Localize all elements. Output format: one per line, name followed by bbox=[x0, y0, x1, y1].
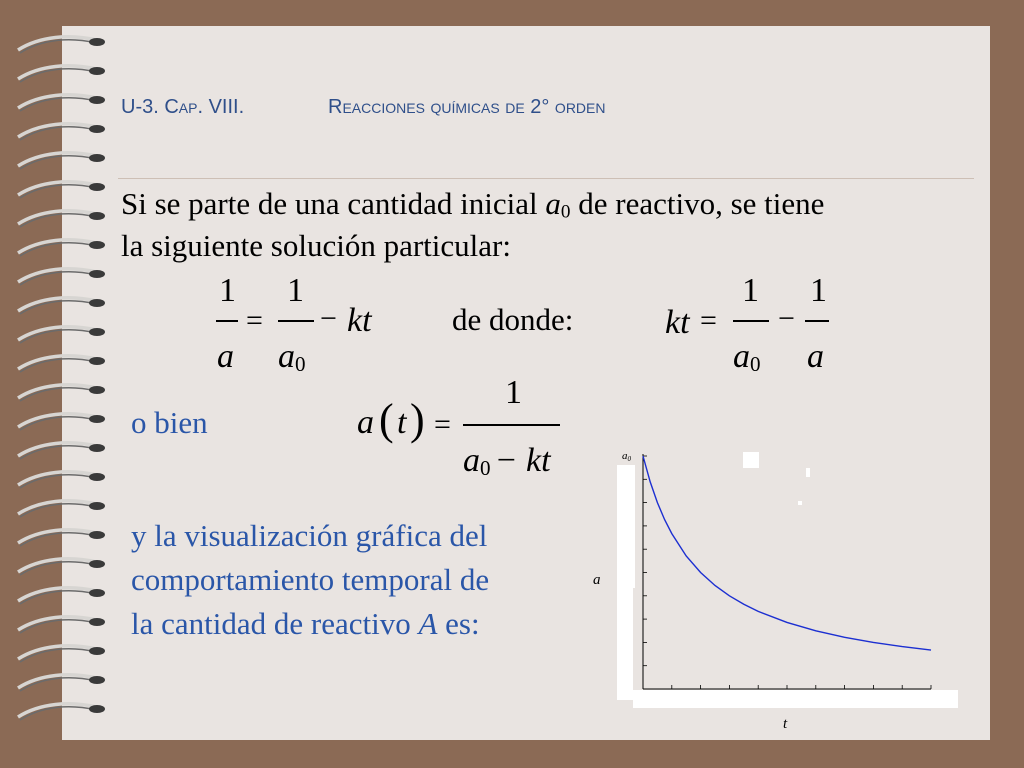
spiral-ring bbox=[18, 95, 105, 111]
visual-line-1: y la visualización gráfica del bbox=[131, 518, 488, 553]
de-donde-label: de donde: bbox=[452, 302, 574, 337]
spiral-ring bbox=[18, 443, 105, 459]
eq3-den-a: a bbox=[463, 442, 480, 479]
eq2-bar1 bbox=[733, 320, 769, 322]
chart-white-mark-2 bbox=[806, 468, 810, 477]
eq1-den2-sub: 0 bbox=[295, 351, 306, 376]
eq2-den1 bbox=[733, 340, 761, 375]
spiral-ring bbox=[18, 182, 105, 198]
decay-chart bbox=[585, 440, 965, 740]
spiral-ring bbox=[18, 472, 105, 488]
eq2-den2: a bbox=[807, 338, 824, 375]
header-chapter: U-3. Cap. VIII. bbox=[121, 96, 245, 118]
chart-white-mark-1 bbox=[743, 452, 759, 468]
eq1-kt: kt bbox=[347, 302, 372, 339]
intro-var-sub: 0 bbox=[560, 201, 571, 223]
header-title: Reacciones químicas de 2° orden bbox=[328, 96, 606, 118]
eq2-equals: = bbox=[700, 304, 717, 337]
spiral-ring bbox=[18, 559, 105, 575]
spiral-ring bbox=[18, 646, 105, 662]
visual-var: A bbox=[418, 606, 438, 641]
spiral-ring bbox=[18, 327, 105, 343]
chart-y-ticks bbox=[643, 456, 647, 689]
eq3-num: 1 bbox=[505, 374, 522, 411]
chart-white-patch-bottom bbox=[633, 690, 958, 708]
eq1-minus: − bbox=[320, 302, 337, 335]
header-divider bbox=[118, 178, 974, 179]
eq1-bar2 bbox=[278, 320, 314, 322]
chart-x-ticks bbox=[643, 685, 931, 689]
eq1-den2-var: a bbox=[278, 338, 295, 375]
eq1-num1: 1 bbox=[219, 272, 236, 309]
spiral-ring bbox=[18, 385, 105, 401]
chart-white-patch-left-upper bbox=[617, 465, 635, 588]
eq2-num1: 1 bbox=[742, 272, 759, 309]
eq2-den1-sub: 0 bbox=[750, 351, 761, 376]
eq3-a: a bbox=[357, 404, 374, 441]
spiral-ring bbox=[18, 414, 105, 430]
chart-x-label: t bbox=[783, 716, 788, 732]
chart-series-line bbox=[643, 456, 931, 650]
eq1-den1: a bbox=[217, 338, 234, 375]
eq3-bar bbox=[463, 424, 560, 426]
spiral-ring bbox=[18, 356, 105, 372]
chart-y-top-label: a0 bbox=[622, 450, 631, 463]
chart-y-label: a bbox=[593, 572, 601, 588]
spiral-ring bbox=[18, 617, 105, 633]
intro-text-part2: de reactivo, se tiene bbox=[578, 186, 825, 221]
visual-line-3 bbox=[131, 606, 480, 642]
eq3-den-rest: − kt bbox=[494, 442, 551, 479]
intro-line-1 bbox=[121, 186, 824, 223]
eq2-bar2 bbox=[805, 320, 829, 322]
eq2-den1-var: a bbox=[733, 338, 750, 375]
spiral-ring bbox=[18, 298, 105, 314]
spiral-ring bbox=[18, 211, 105, 227]
eq1-num2: 1 bbox=[287, 272, 304, 309]
visual-line-2: comportamiento temporal de bbox=[131, 562, 490, 597]
visual-line-3-text: la cantidad de reactivo bbox=[131, 606, 411, 641]
eq2-kt: kt bbox=[665, 304, 690, 341]
eq1-den2 bbox=[278, 340, 306, 375]
spiral-ring bbox=[18, 501, 105, 517]
eq3-t: t bbox=[397, 404, 407, 441]
spiral-ring bbox=[18, 240, 105, 256]
intro-text-part1: Si se parte de una cantidad inicial bbox=[121, 186, 538, 221]
chart-white-mark-3 bbox=[798, 501, 802, 505]
eq3-left-paren: ( bbox=[379, 395, 394, 444]
spiral-ring bbox=[18, 124, 105, 140]
spiral-ring bbox=[18, 269, 105, 285]
spiral-binding bbox=[0, 0, 115, 768]
eq3-den bbox=[463, 444, 551, 479]
eq2-num2: 1 bbox=[810, 272, 827, 309]
intro-line-2: la siguiente solución particular: bbox=[121, 228, 511, 263]
spiral-ring bbox=[18, 704, 105, 720]
eq2-minus: − bbox=[778, 302, 795, 335]
spiral-ring bbox=[18, 153, 105, 169]
eq3-right-paren: ) bbox=[410, 395, 425, 444]
intro-var: a bbox=[545, 186, 561, 221]
eq3-den-sub: 0 bbox=[480, 455, 491, 480]
spiral-ring bbox=[18, 675, 105, 691]
spiral-ring bbox=[18, 530, 105, 546]
visual-line-3-end: es: bbox=[445, 606, 480, 641]
spiral-ring bbox=[18, 37, 105, 53]
o-bien-label: o bien bbox=[131, 405, 208, 440]
chart-white-patch-left-lower bbox=[617, 588, 633, 700]
eq3-equals: = bbox=[434, 408, 451, 441]
spiral-ring bbox=[18, 588, 105, 604]
eq1-bar1 bbox=[216, 320, 238, 322]
spiral-ring bbox=[18, 66, 105, 82]
eq1-equals: = bbox=[246, 304, 263, 337]
